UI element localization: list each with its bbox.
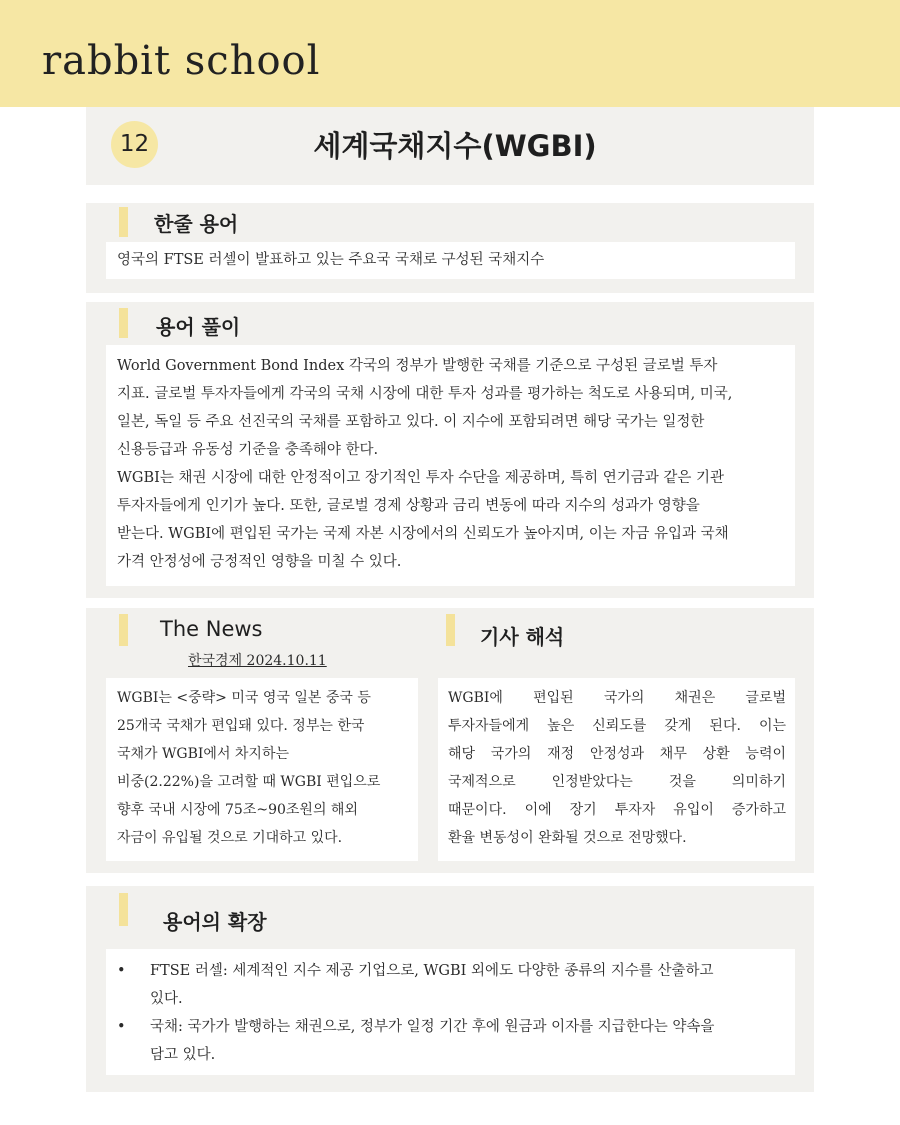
analysis-accent-bar: [446, 614, 455, 646]
explanation-line: 지표. 글로벌 투자자들에게 각국의 국채 시장에 대한 투자 성과를 평가하는 척도로 사용되며, 미국,: [117, 386, 733, 402]
analysis-line: 때문이다. 이에 장기 투자자 유입이 증가하고: [448, 802, 786, 818]
analysis-line: 환율 변동성이 완화될 것으로 전망했다.: [448, 830, 687, 846]
news-line: 향후 국내 시장에 75조~90조원의 해외: [117, 802, 358, 818]
explanation-line: 가격 안정성에 긍정적인 영향을 미칠 수 있다.: [117, 554, 402, 570]
list-item: [117, 1013, 789, 1069]
bullet-icon: •: [117, 963, 126, 979]
explanation-text: [117, 352, 789, 576]
explanation-heading: 용어 풀이: [156, 315, 241, 339]
analysis-text: [448, 684, 786, 852]
list-item-line: 담고 있다.: [150, 1047, 216, 1063]
one-line-heading: 한줄 용어: [154, 212, 239, 236]
bullet-icon: •: [117, 1019, 126, 1035]
explanation-line: World Government Bond Index 각국의 정부가 발행한 국채를 기준으로 구성된 글로벌 투자: [117, 358, 718, 374]
news-line: 25개국 국채가 편입돼 있다. 정부는 한국: [117, 718, 365, 734]
news-line: 자금이 유입될 것으로 기대하고 있다.: [117, 830, 343, 846]
analysis-line: 국제적으로 인정받았다는 것을 의미하기: [448, 774, 786, 790]
analysis-line: WGBI에 편입된 국가의 채권은 글로벌: [448, 690, 786, 706]
extension-accent-bar: [119, 893, 128, 926]
news-line: 비중(2.22%)을 고려할 때 WGBI 편입으로: [117, 774, 381, 790]
explanation-line: 일본, 독일 등 주요 선진국의 국채를 포함하고 있다. 이 지수에 포함되려면 해당 국가는 일정한: [117, 414, 705, 430]
extension-heading: 용어의 확장: [163, 910, 267, 934]
list-item-line: 있다.: [150, 991, 183, 1007]
page-title: 세계국채지수(WGBI): [313, 129, 597, 163]
news-source: 한국경제 2024.10.11: [188, 653, 327, 669]
list-item: [117, 957, 789, 1013]
entry-number: 12: [119, 131, 150, 157]
news-accent-bar: [119, 614, 128, 646]
list-item-line: FTSE 러셀: 세계적인 지수 제공 기업으로, WGBI 외에도 다양한 종류의 지수를 산출하고: [150, 963, 714, 979]
list-item-line: 국채: 국가가 발행하는 채권으로, 정부가 일정 기간 후에 원금과 이자를 지급한다는 약속을: [150, 1019, 715, 1035]
news-heading: The News: [160, 617, 263, 641]
news-line: 국채가 WGBI에서 차지하는: [117, 746, 290, 762]
extension-list: [117, 957, 789, 1069]
analysis-line: 해당 국가의 재정 안정성과 채무 상환 능력이: [448, 746, 786, 762]
brand-logo-text: rabbit school: [42, 38, 321, 84]
one-line-accent-bar: [119, 207, 128, 237]
analysis-line: 투자자들에게 높은 신뢰도를 갖게 된다. 이는: [448, 718, 786, 734]
explanation-accent-bar: [119, 308, 128, 338]
explanation-line: 투자자들에게 인기가 높다. 또한, 글로벌 경제 상황과 금리 변동에 따라 지수의 성과가 영향을: [117, 498, 700, 514]
explanation-line: 신용등급과 유동성 기준을 충족해야 한다.: [117, 442, 379, 458]
news-text: [117, 684, 417, 852]
analysis-heading: 기사 해석: [480, 625, 565, 649]
explanation-line: WGBI는 채권 시장에 대한 안정적이고 장기적인 투자 수단을 제공하며, 특히 연기금과 같은 기관: [117, 470, 725, 486]
one-line-text: 영국의 FTSE 러셀이 발표하고 있는 주요국 국채로 구성된 국채지수: [117, 252, 545, 268]
news-line: WGBI는 <중략> 미국 영국 일본 중국 등: [117, 690, 371, 706]
explanation-line: 받는다. WGBI에 편입된 국가는 국제 자본 시장에서의 신뢰도가 높아지며, 이는 자금 유입과 국채: [117, 526, 729, 542]
